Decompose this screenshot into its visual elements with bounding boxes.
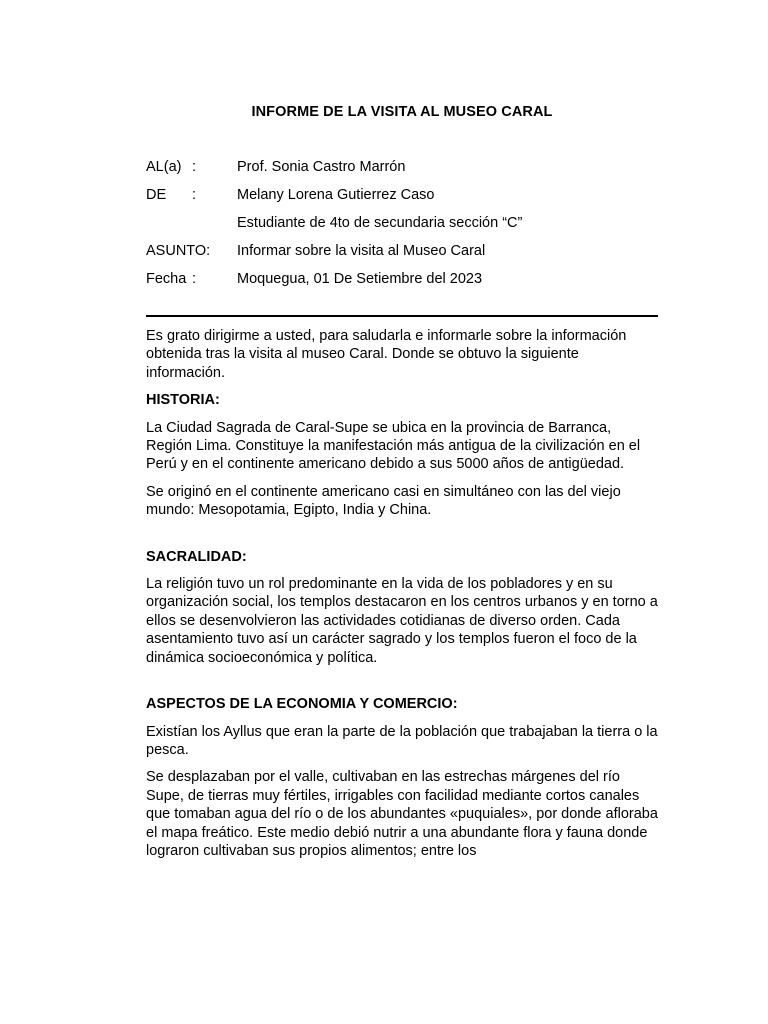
memo-label: Fecha [146,271,187,287]
memo-row-date [146,269,658,297]
horizontal-divider [146,315,658,317]
paragraph: Se originó en el continente americano casi en simultáneo con las del viejo mundo: Mesopotamia, Egipto, India y China. [146,483,621,519]
memo-colon: : [192,159,197,175]
paragraph: La Ciudad Sagrada de Caral-Supe se ubica en la provincia de Barranca, Región Lima. Constituye la manifestación más antigua de la civilización en el Perú y en el continente americano debido a sus 5000 años de antigüedad. [146,419,641,473]
section-heading-economia: ASPECTOS DE LA ECONOMIA Y COMERCIO: [146,696,458,713]
memo-header [146,157,658,297]
paragraph: Se desplazaban por el valle, cultivaban en las estrechas márgenes del río Supe, de tierras muy fértiles, irrigables con facilidad mediante cortos canales que tomaban agua del río o de los abundantes «puquiales», por donde afloraba el mapa freático. Este medio debió nutrir a una abundante flora y fauna donde lograron cultivaban sus propios alimentos; entre los [146,769,658,859]
section-heading-sacralidad: SACRALIDAD: [146,548,247,565]
memo-value: Melany Lorena Gutierrez Caso [237,187,435,203]
memo-label: ASUNTO: [146,243,211,259]
memo-row-to [146,157,658,185]
memo-label: DE [146,187,167,203]
memo-value: Estudiante de 4to de secundaria sección “C” [237,215,523,231]
document-body [146,327,658,869]
document-title: INFORME DE LA VISITA AL MUSEO CARAL [251,104,553,120]
memo-colon: : [192,271,197,287]
memo-row-subject [146,241,658,269]
section-spacer [146,529,658,548]
memo-row-from [146,185,658,213]
memo-value: Informar sobre la visita al Museo Caral [237,243,486,259]
section-spacer [146,676,658,695]
memo-row-from-detail [146,213,658,241]
document-page [146,0,658,1024]
paragraph: La religión tuvo un rol predominante en la vida de los pobladores y en su organización social, los templos destacaron en los centros urbanos y en torno a ellos se desenvolvieron las actividades cotidianas de diverso orden. Cada asentamiento tuvo así un carácter sagrado y los templos fueron el foco de la dinámica socioeconómica y política. [146,576,658,666]
memo-colon: : [192,187,197,203]
memo-value: Prof. Sonia Castro Marrón [237,159,406,175]
intro-paragraph: Es grato dirigirme a usted, para saludarla e informarle sobre la información obtenida tras la visita al museo Caral. Donde se obtuvo la siguiente información. [146,328,627,381]
paragraph: Existían los Ayllus que eran la parte de la población que trabajaban la tierra o la pesca. [146,723,658,758]
section-heading-historia: HISTORIA: [146,392,220,409]
memo-value: Moquegua, 01 De Setiembre del 2023 [237,271,483,287]
memo-label: AL(a) [146,159,182,175]
